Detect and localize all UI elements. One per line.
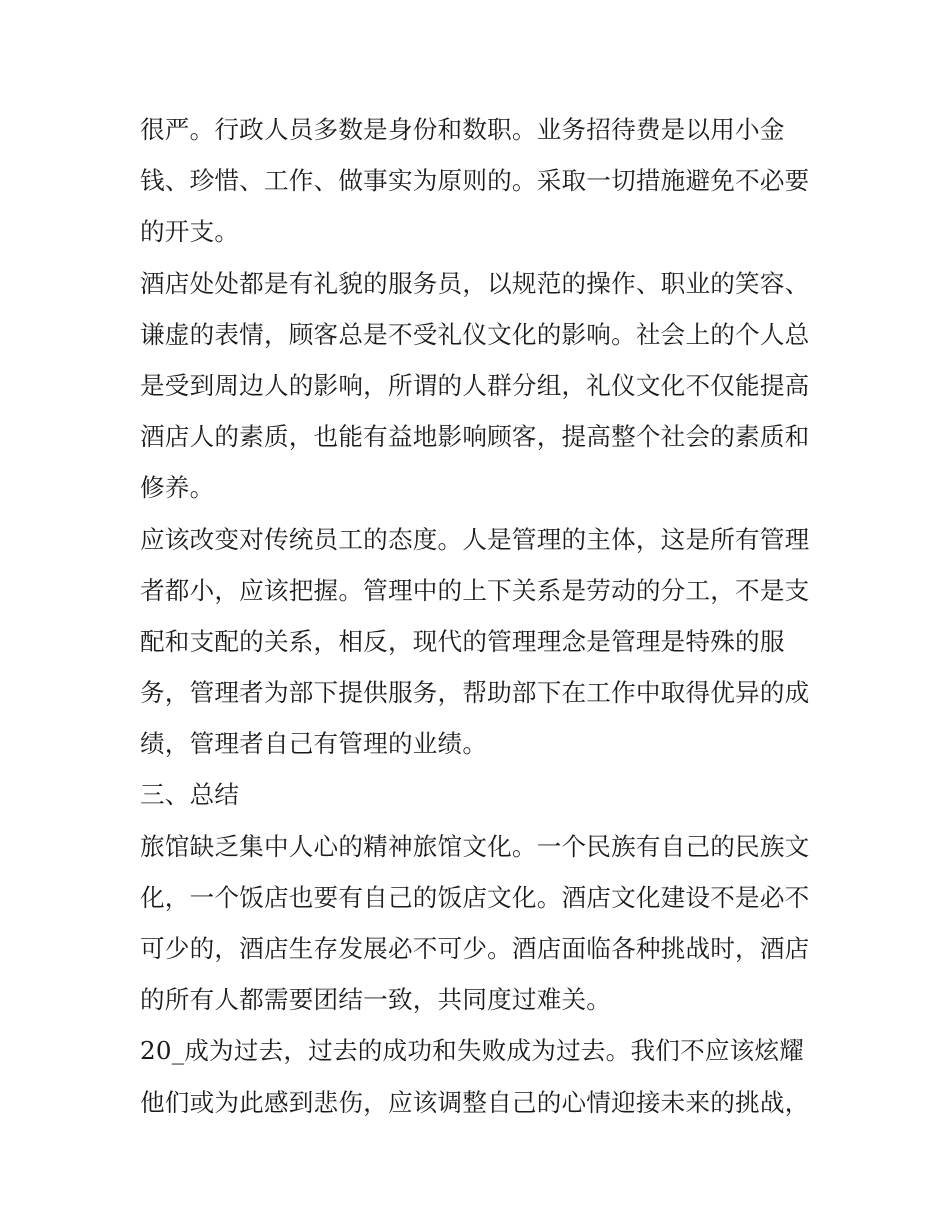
text-line: 是受到周边人的影响，所谓的人群分组，礼仪文化不仅能提高 bbox=[140, 370, 810, 400]
text-line: 化，一个饭店也要有自己的饭店文化。酒店文化建设不是必不 bbox=[140, 882, 810, 912]
text-line: 他们或为此感到悲伤，应该调整自己的心情迎接未来的挑战， bbox=[140, 1087, 810, 1117]
text-line: 可少的，酒店生存发展必不可少。酒店面临各种挑战时，酒店 bbox=[140, 934, 810, 963]
text-line: 者都小，应该把握。管理中的上下关系是劳动的分工，不是支 bbox=[140, 575, 810, 605]
section-heading: 三、总结 bbox=[140, 780, 240, 810]
paragraph-etiquette-culture bbox=[140, 258, 820, 514]
text-line: 20_成为过去，过去的成功和失败成为过去。我们不应该炫耀 bbox=[140, 1036, 805, 1066]
text-line: 谦虚的表情，顾客总是不受礼仪文化的影响。社会上的个人总 bbox=[140, 319, 810, 349]
text-line: 务，管理者为部下提供服务，帮助部下在工作中取得优异的成 bbox=[140, 678, 810, 708]
section-heading-summary bbox=[140, 769, 820, 820]
text-line: 绩，管理者自己有管理的业绩。 bbox=[140, 729, 488, 759]
paragraph-looking-ahead bbox=[140, 1025, 820, 1127]
text-line: 的开支。 bbox=[140, 217, 240, 247]
text-line: 钱、珍惜、工作、做事实为原则的。采取一切措施避免不必要 bbox=[140, 166, 810, 196]
text-line: 的所有人都需要团结一致，共同度过难关。 bbox=[140, 985, 612, 1015]
paragraph-management-attitude bbox=[140, 514, 820, 770]
text-line: 旅馆缺乏集中人心的精神旅馆文化。一个民族有自己的民族文 bbox=[140, 831, 810, 861]
paragraph-expense-control bbox=[140, 104, 820, 258]
paragraph-hotel-culture bbox=[140, 821, 820, 1026]
text-line: 应该改变对传统员工的态度。人是管理的主体，这是所有管理 bbox=[140, 524, 810, 554]
text-line: 配和支配的关系，相反，现代的管理理念是管理是特殊的服 bbox=[140, 626, 785, 656]
text-line: 酒店处处都是有礼貌的服务员，以规范的操作、职业的笑容、 bbox=[140, 268, 810, 298]
text-line: 很严。行政人员多数是身份和数职。业务招待费是以用小金 bbox=[140, 115, 785, 144]
document-body bbox=[140, 104, 820, 1128]
text-line: 修养。 bbox=[140, 473, 215, 503]
text-line: 酒店人的素质，也能有益地影响顾客，提高整个社会的素质和 bbox=[140, 422, 810, 452]
